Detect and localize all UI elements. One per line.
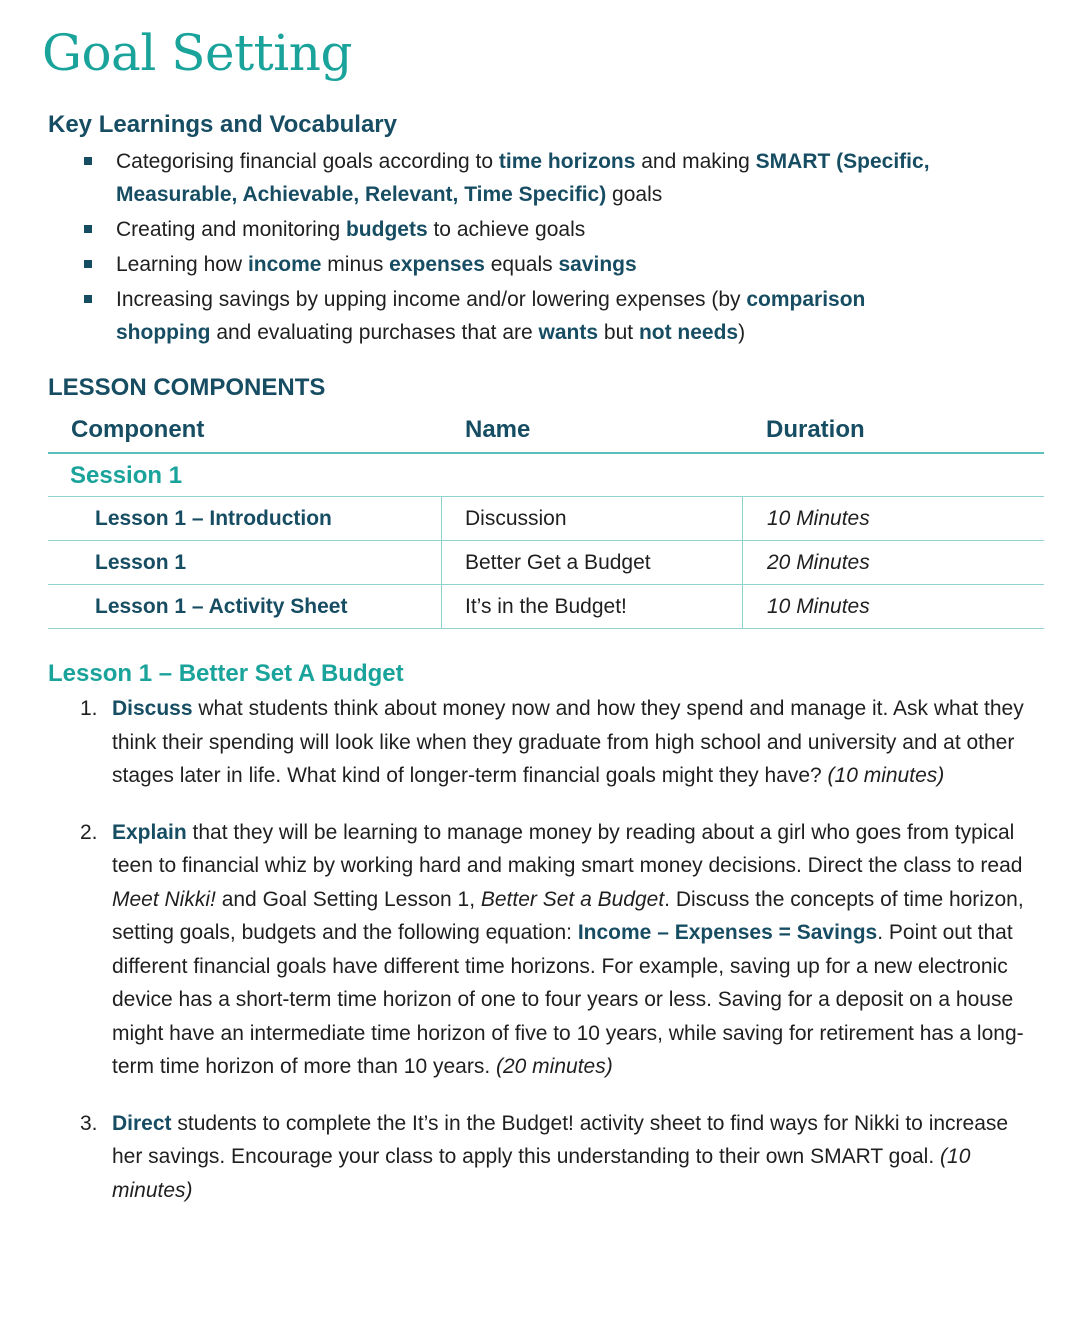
text-span: minus [321, 253, 390, 276]
italic-text: (10 minutes) [827, 764, 945, 787]
name-cell: Better Get a Budget [465, 551, 651, 574]
page-title: Goal Setting [42, 24, 352, 82]
lesson-components-table [48, 412, 1044, 629]
component-cell: Lesson 1 [95, 551, 187, 574]
name-cell: Discussion [465, 507, 567, 530]
key-learnings-heading: Key Learnings and Vocabulary [48, 111, 397, 138]
bullet-icon [84, 157, 92, 165]
key-learning-item [84, 248, 964, 281]
bullet-icon [84, 295, 92, 303]
text-span: . Discuss the concepts of time horizon, setting goals, budgets and the following equation: [112, 887, 1024, 944]
column-header-component: Component [71, 416, 205, 443]
vocab-term: SMART (Specific, Measurable, Achievable, Relevant, Time Specific) [116, 150, 930, 206]
step-keyword: Explain [112, 820, 187, 844]
text-span: . Point out that different financial goals have different time horizons. For example, saving up for a new electronic device has a short-term time horizon of one to four years or less. Saving for a deposit on a house might have an intermediate time horizon of five to 10 years, while saving for retirement has a long-term time horizon of more than 10 years. [112, 921, 1024, 1078]
key-learning-item [84, 213, 964, 246]
vocab-term: not needs [638, 321, 739, 344]
step-keyword: Direct [112, 1111, 172, 1135]
duration-cell: 10 Minutes [767, 507, 870, 530]
vocab-term: wants [538, 321, 599, 344]
table-row [48, 541, 1044, 585]
column-header-name: Name [465, 416, 531, 443]
text-span: what students think about money now and how they spend and manage it. Ask what they think their spending will look like when they graduate from high school and university and at other stages later in life. What kind of longer-term financial goals might they have? [112, 697, 1024, 787]
italic-text: Meet Nikki! [112, 887, 216, 911]
session-label: Session 1 [70, 462, 183, 489]
italic-text: Better Set a Budget [480, 887, 665, 911]
step-keyword: Discuss [112, 697, 193, 720]
text-span: and Goal Setting Lesson 1, [215, 887, 481, 911]
vocab-term: budgets [345, 218, 428, 241]
step-number: 2. [80, 820, 98, 844]
session-row [48, 454, 1044, 497]
lesson1-heading: Lesson 1 – Better Set A Budget [48, 660, 404, 687]
key-learning-item [84, 145, 964, 211]
component-cell: Lesson 1 – Activity Sheet [95, 595, 348, 618]
text-span: and making [635, 150, 756, 173]
text-span: equals [484, 253, 559, 276]
bullet-icon [84, 260, 92, 268]
vocab-term: comparison shopping [116, 288, 866, 344]
vocab-term: income [247, 253, 322, 276]
text-span: that they will be learning to manage money by reading about a girl who goes from typical teen to financial whiz by working hard and making smart money decisions. Direct the class to read [112, 820, 1023, 877]
text-span: Learning how [116, 253, 248, 276]
column-header-duration: Duration [766, 416, 865, 443]
key-learnings-list [84, 145, 964, 351]
step-keyword: Income – Expenses = Savings [577, 921, 878, 944]
text-span: and evaluating purchases that are [210, 321, 539, 344]
text-span: to achieve goals [427, 218, 586, 241]
step-item [80, 1107, 1040, 1208]
vocab-term: time horizons [498, 150, 636, 173]
key-learning-item [84, 283, 964, 349]
table-header [48, 412, 1044, 454]
vocab-term: expenses [389, 253, 485, 276]
vocab-term: savings [558, 253, 637, 276]
step-item [80, 692, 1040, 793]
name-cell: It’s in the Budget! [465, 595, 627, 618]
italic-text: (20 minutes) [496, 1055, 613, 1078]
table-row [48, 585, 1044, 629]
text-span: Creating and monitoring [116, 218, 346, 241]
table-row [48, 497, 1044, 541]
lesson-components-heading: LESSON COMPONENTS [48, 374, 326, 401]
bullet-icon [84, 225, 92, 233]
duration-cell: 10 Minutes [767, 595, 870, 618]
text-span: ) [738, 321, 746, 344]
text-span: Increasing savings by upping income and/or lowering expenses (by [116, 288, 747, 311]
step-item [80, 816, 1040, 1084]
text-span: but [598, 321, 639, 344]
component-cell: Lesson 1 – Introduction [95, 507, 332, 530]
text-span: Categorising financial goals according to [116, 150, 499, 173]
step-number: 1. [80, 697, 98, 720]
text-span: students to complete the It’s in the Budget! activity sheet to find ways for Nikki to increase her savings. Encourage your class to apply this understanding to their own SMART goal. [112, 1111, 1009, 1168]
italic-text: (10 minutes) [112, 1145, 971, 1202]
duration-cell: 20 Minutes [767, 551, 870, 574]
step-number: 3. [80, 1111, 98, 1135]
text-span: goals [606, 183, 663, 206]
lesson1-steps [80, 692, 1040, 1230]
